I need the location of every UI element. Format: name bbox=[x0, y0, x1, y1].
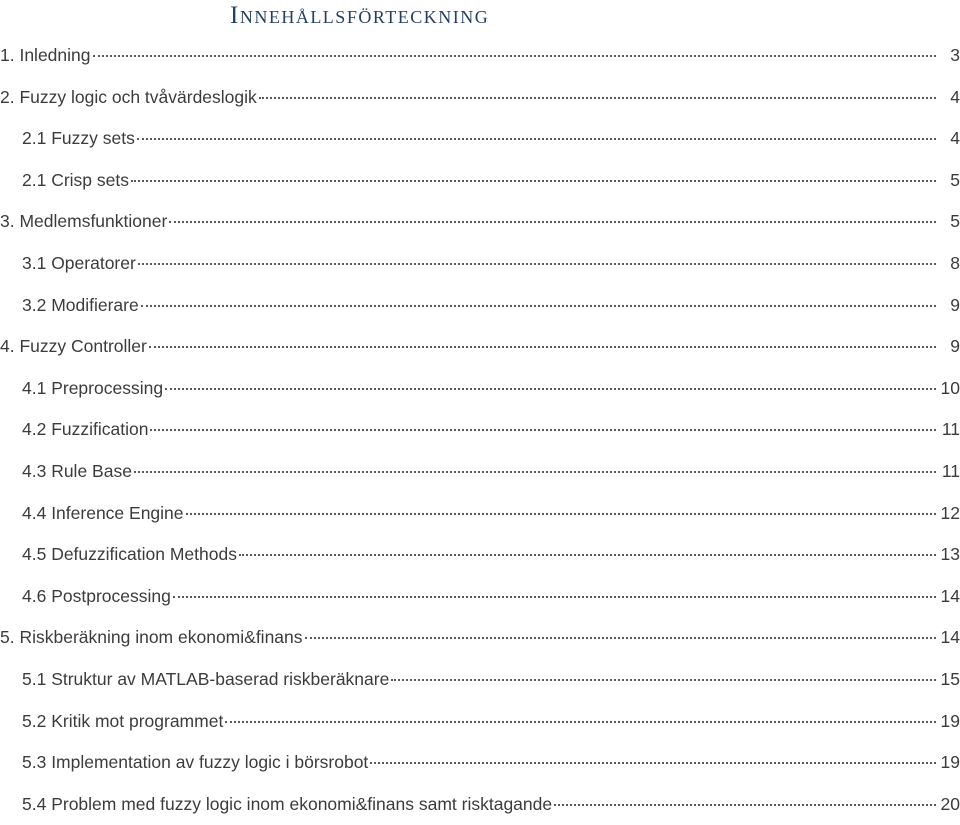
toc-entry-label[interactable]: 4.1 Preprocessing bbox=[22, 377, 164, 398]
toc-entry-label[interactable]: 3.2 Modifierare bbox=[22, 294, 139, 315]
dot-leader bbox=[186, 513, 936, 515]
toc-entry[interactable] bbox=[0, 409, 960, 451]
dot-leader bbox=[391, 679, 936, 681]
toc-entry-page[interactable]: 20 bbox=[940, 793, 960, 814]
dot-leader bbox=[137, 138, 936, 140]
toc-entry[interactable] bbox=[0, 576, 960, 618]
toc-entry[interactable] bbox=[0, 77, 960, 119]
page-title: Innehållsförteckning bbox=[230, 2, 490, 29]
dot-leader bbox=[259, 97, 936, 99]
toc-entry[interactable] bbox=[0, 201, 960, 243]
dot-leader bbox=[93, 55, 937, 57]
toc-entry-page[interactable]: 5 bbox=[950, 211, 960, 232]
toc-entry[interactable] bbox=[0, 493, 960, 535]
toc-entry-label[interactable]: 5.2 Kritik mot programmet bbox=[22, 710, 224, 731]
toc-entry[interactable] bbox=[0, 742, 960, 784]
toc-entry-label[interactable]: 2.1 Fuzzy sets bbox=[22, 128, 135, 149]
toc-entry[interactable] bbox=[0, 534, 960, 576]
toc-list bbox=[0, 35, 960, 825]
toc-entry-page[interactable]: 11 bbox=[941, 419, 960, 440]
toc-entry-label[interactable]: 1. Inledning bbox=[0, 45, 91, 65]
toc-entry-label[interactable]: 2. Fuzzy logic och tvåvärdeslogik bbox=[0, 86, 257, 107]
toc-entry-page[interactable]: 4 bbox=[950, 128, 960, 149]
toc-entry-page[interactable]: 8 bbox=[950, 252, 960, 273]
toc-entry-page[interactable]: 10 bbox=[940, 377, 960, 398]
toc-entry-page[interactable]: 15 bbox=[940, 668, 960, 689]
toc-entry-label[interactable]: 3.1 Operatorer bbox=[22, 252, 136, 273]
dot-leader bbox=[225, 721, 936, 723]
toc-entry-label[interactable]: 4.3 Rule Base bbox=[22, 460, 132, 481]
toc-entry-page[interactable]: 14 bbox=[940, 627, 960, 648]
toc-entry[interactable] bbox=[0, 285, 960, 327]
toc-entry-page[interactable]: 19 bbox=[940, 710, 960, 731]
dot-leader bbox=[370, 762, 936, 764]
toc-entry-page[interactable]: 3 bbox=[950, 45, 960, 65]
toc-entry-page[interactable]: 11 bbox=[941, 460, 960, 481]
toc-entry-page[interactable]: 14 bbox=[940, 585, 960, 606]
toc-entry[interactable] bbox=[0, 368, 960, 410]
dot-leader bbox=[173, 596, 936, 598]
toc-entry[interactable] bbox=[0, 659, 960, 701]
toc-entry-label[interactable]: 2.1 Crisp sets bbox=[22, 169, 129, 190]
toc-entry-page[interactable]: 9 bbox=[950, 336, 960, 357]
toc-entry-page[interactable]: 12 bbox=[940, 502, 960, 523]
dot-leader bbox=[554, 804, 936, 806]
toc-entry-label[interactable]: 5. Riskberäkning inom ekonomi&finans bbox=[0, 627, 303, 648]
dot-leader bbox=[134, 471, 936, 473]
dot-leader bbox=[150, 429, 936, 431]
dot-leader bbox=[239, 554, 936, 556]
toc-entry-page[interactable]: 9 bbox=[950, 294, 960, 315]
dot-leader bbox=[305, 637, 936, 639]
toc-entry-label[interactable]: 5.1 Struktur av MATLAB-baserad riskberäknare bbox=[22, 668, 390, 689]
toc-entry[interactable] bbox=[0, 35, 960, 77]
dot-leader bbox=[165, 388, 936, 390]
dot-leader bbox=[138, 263, 936, 265]
toc-entry[interactable] bbox=[0, 326, 960, 368]
dot-leader bbox=[149, 346, 936, 348]
dot-leader bbox=[169, 221, 936, 223]
toc-entry-label[interactable]: 4.6 Postprocessing bbox=[22, 585, 171, 606]
toc-entry-page[interactable]: 19 bbox=[940, 752, 960, 773]
toc-entry[interactable] bbox=[0, 701, 960, 743]
toc-entry-label[interactable]: 4.5 Defuzzification Methods bbox=[22, 544, 237, 565]
toc-entry-page[interactable]: 13 bbox=[940, 544, 960, 565]
toc-entry[interactable] bbox=[0, 617, 960, 659]
toc-entry-page[interactable]: 4 bbox=[950, 86, 960, 107]
toc-entry-label[interactable]: 3. Medlemsfunktioner bbox=[0, 211, 168, 232]
toc-entry-label[interactable]: 4.2 Fuzzification bbox=[22, 419, 149, 440]
dot-leader bbox=[131, 180, 936, 182]
toc-entry[interactable] bbox=[0, 160, 960, 202]
toc-entry-label[interactable]: 5.4 Problem med fuzzy logic inom ekonomi&finans samt risktagande bbox=[22, 793, 553, 814]
toc-entry[interactable] bbox=[0, 784, 960, 825]
toc-entry-label[interactable]: 5.3 Implementation av fuzzy logic i börsrobot bbox=[22, 752, 369, 773]
toc-entry[interactable] bbox=[0, 451, 960, 493]
dot-leader bbox=[141, 305, 936, 307]
toc-entry[interactable] bbox=[0, 243, 960, 285]
toc-entry-page[interactable]: 5 bbox=[950, 169, 960, 190]
toc-entry-label[interactable]: 4.4 Inference Engine bbox=[22, 502, 184, 523]
toc-entry-label[interactable]: 4. Fuzzy Controller bbox=[0, 336, 147, 357]
toc-entry[interactable] bbox=[0, 118, 960, 160]
